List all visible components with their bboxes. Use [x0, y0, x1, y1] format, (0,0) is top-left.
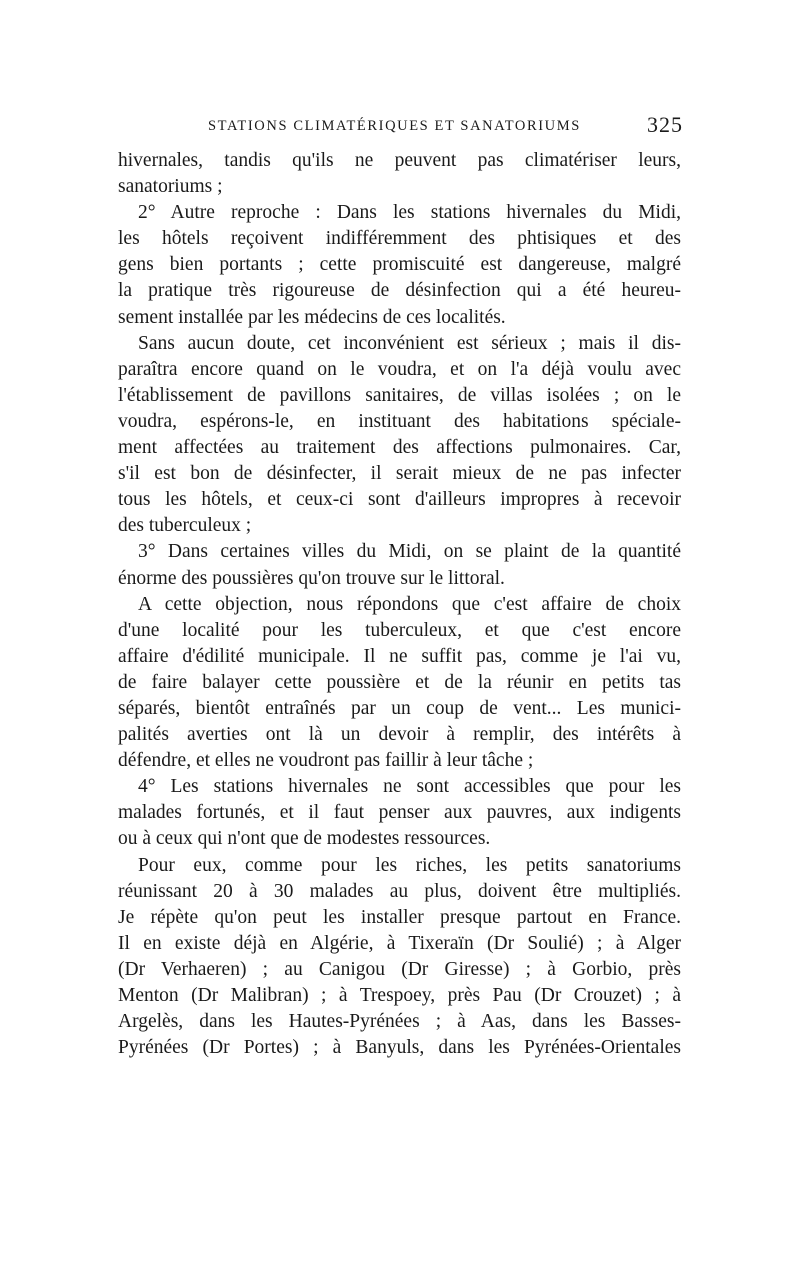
text-line: sement installée par les médecins de ces localités. — [118, 306, 506, 328]
text-line: paraîtra encore quand on le voudra, et on l'a déjà voulu avec — [118, 358, 681, 380]
text-line: la pratique très rigoureuse de désinfection qui a été heureu- — [118, 280, 681, 302]
text-line: 2° Autre reproche : Dans les stations hivernales du Midi, — [138, 202, 681, 224]
text-line: l'établissement de pavillons sanitaires, de villas isolées ; on le — [118, 384, 681, 406]
text-line: Je répète qu'on peut les installer presque partout en France. — [118, 906, 681, 928]
text-line: (Dr Verhaeren) ; au Canigou (Dr Giresse) ; à Gorbio, près — [118, 958, 681, 980]
text-line: énorme des poussières qu'on trouve sur le littoral. — [118, 567, 505, 589]
text-line: des tuberculeux ; — [118, 515, 252, 537]
text-line: réunissant 20 à 30 malades au plus, doivent être multipliés. — [118, 880, 681, 902]
text-line: gens bien portants ; cette promiscuité est dangereuse, malgré — [118, 254, 681, 276]
text-line: affaire d'édilité municipale. Il ne suffit pas, comme je l'ai vu, — [118, 645, 681, 667]
text-line: tous les hôtels, et ceux-ci sont d'ailleurs impropres à recevoir — [118, 489, 681, 511]
text-line: voudra, espérons-le, en instituant des habitations spéciale- — [118, 410, 681, 432]
text-line: de faire balayer cette poussière et de la réunir en petits tas — [118, 671, 681, 693]
text-line: Pyrénées (Dr Portes) ; à Banyuls, dans les Pyrénées-Orientales — [118, 1037, 681, 1059]
text-line: Il en existe déjà en Algérie, à Tixeraïn (Dr Soulié) ; à Alger — [118, 932, 681, 954]
text-line: hivernales, tandis qu'ils ne peuvent pas climatériser leurs, — [118, 150, 681, 171]
text-line: malades fortunés, et il faut penser aux pauvres, aux indigents — [118, 802, 681, 824]
page-number: 325 — [647, 112, 683, 137]
text-line: ment affectées au traitement des affections pulmonaires. Car, — [118, 437, 681, 459]
text-line: Menton (Dr Malibran) ; à Trespoey, près Pau (Dr Crouzet) ; à — [118, 985, 681, 1006]
text-line: A cette objection, nous répondons que c'est affaire de choix — [138, 593, 681, 615]
text-line: défendre, et elles ne voudront pas faillir à leur tâche ; — [118, 750, 534, 772]
text-line: sanatoriums ; — [118, 176, 223, 198]
text-line: les hôtels reçoivent indifféremment des phtisiques et des — [118, 228, 681, 250]
running-title: STATIONS CLIMATÉRIQUES ET SANATORIUMS — [208, 118, 581, 134]
text-line: séparés, bientôt entraînés par un coup de vent... Les munici- — [118, 697, 681, 719]
text-line: d'une localité pour les tuberculeux, et que c'est encore — [118, 619, 681, 641]
text-line: palités averties ont là un devoir à remplir, des intérêts à — [118, 724, 681, 746]
text-line: 3° Dans certaines villes du Midi, on se plaint de la quantité — [138, 541, 681, 563]
body-text — [118, 148, 681, 1061]
text-line: Pour eux, comme pour les riches, les petits sanatoriums — [138, 854, 681, 876]
running-head — [118, 112, 683, 140]
text-line: ou à ceux qui n'ont que de modestes ressources. — [118, 828, 491, 850]
text-line: Sans aucun doute, cet inconvénient est sérieux ; mais il dis- — [138, 332, 681, 354]
text-line: s'il est bon de désinfecter, il serait mieux de ne pas infecter — [118, 463, 681, 485]
text-line: 4° Les stations hivernales ne sont accessibles que pour les — [138, 776, 681, 798]
text-line: Argelès, dans les Hautes-Pyrénées ; à Aas, dans les Basses- — [118, 1011, 681, 1033]
